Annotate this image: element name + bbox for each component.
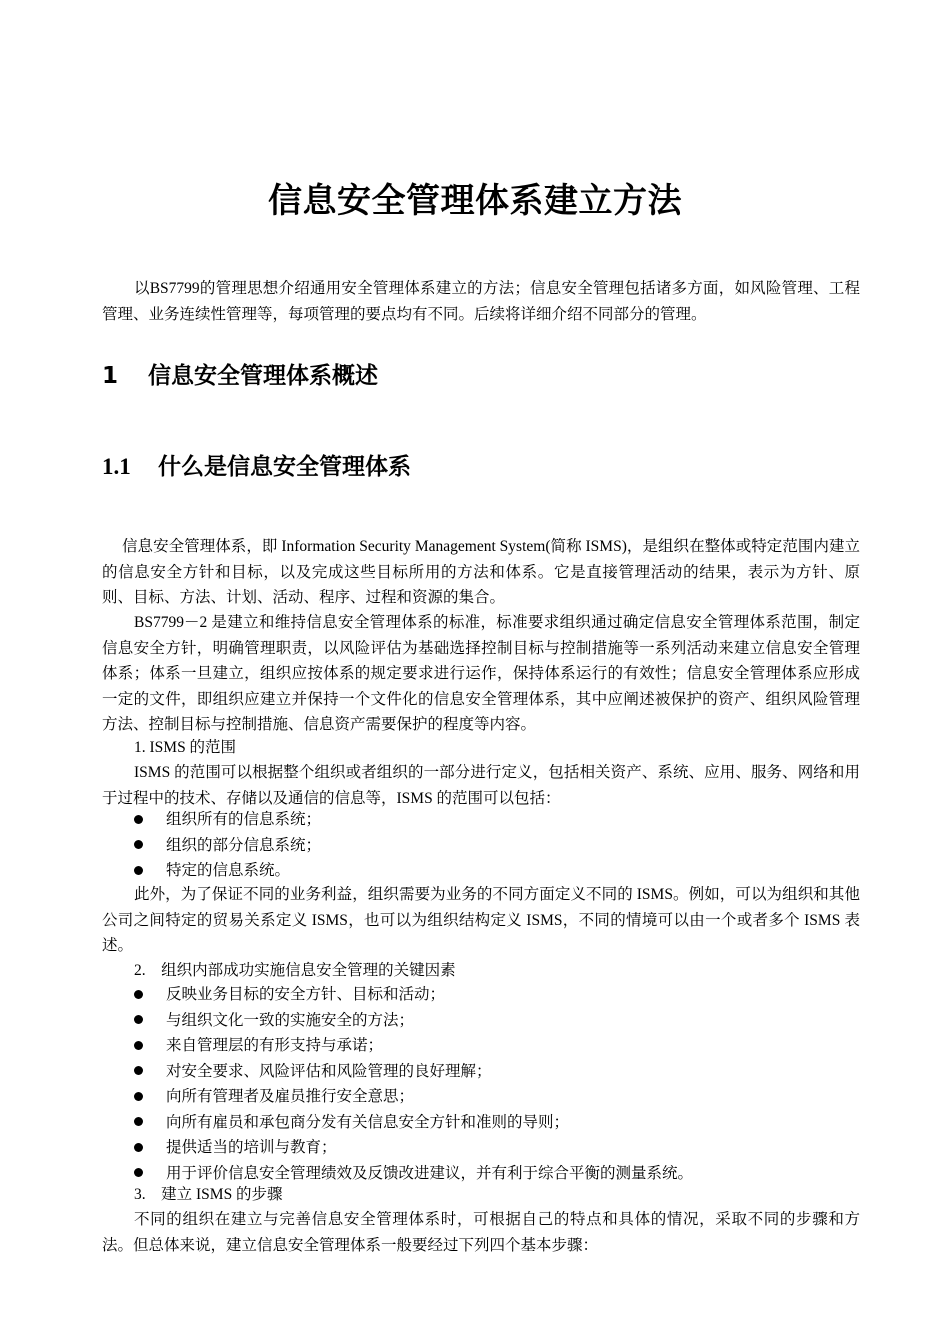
bullet-icon — [134, 1092, 143, 1101]
section-number: 1 — [102, 363, 119, 389]
section-title: 信息安全管理体系概述 — [148, 363, 378, 389]
list-item: 特定的信息系统。 — [134, 858, 321, 884]
bullet-icon — [134, 866, 143, 875]
bullet-icon — [134, 1168, 143, 1177]
paragraph-isms-definition: 信息安全管理体系，即 Information Security Management System(简称 ISMS)，是组织在整体或特定范围内建立的信息安全方针和目标，以及完成这些目标所用的方法和体系。它是直接管理活动的结果，表示为方针、原则、目标、方法、计划、活动、程序、过程和资源的集合。 — [102, 538, 860, 606]
section-heading-1-1 — [102, 448, 411, 481]
bullet-icon — [134, 840, 143, 849]
bullet-icon — [134, 1015, 143, 1024]
bullet-icon — [134, 1117, 143, 1126]
list-item: 向所有管理者及雇员推行安全意思； — [134, 1084, 693, 1110]
scope-bullet-list — [134, 807, 321, 884]
list-item: 组织的部分信息系统； — [134, 833, 321, 859]
paragraph-multiple-isms: 此外，为了保证不同的业务利益，组织需要为业务的不同方面定义不同的 ISMS。例如，可以为组织和其他公司之间特定的贸易关系定义 ISMS，也可以为组织结构定义 ISMS，不同的情境可以由一个或者多个 ISMS 表述。 — [102, 886, 860, 954]
bullet-icon — [134, 815, 143, 824]
section-title: 什么是信息安全管理体系 — [158, 454, 411, 480]
list-item: 用于评价信息安全管理绩效及反馈改进建议，并有利于综合平衡的测量系统。 — [134, 1161, 693, 1187]
bullet-icon — [134, 1041, 143, 1050]
bullet-icon — [134, 990, 143, 999]
bullet-icon — [134, 1143, 143, 1152]
bullet-icon — [134, 1066, 143, 1075]
paragraph-bs7799: BS7799－2 是建立和维持信息安全管理体系的标准，标准要求组织通过确定信息安全管理体系范围，制定信息安全方针，明确管理职责，以风险评估为基础选择控制目标与控制措施等一系列活动来建立信息安全管理体系；体系一旦建立，组织应按体系的规定要求进行运作，保持体系运行的有效性；信息安全管理体系应形成一定的文件，即组织应建立并保持一个文件化的信息安全管理体系，其中应阐述被保护的资产、组织风险管理方法、控制目标与控制措施、信息资产需要保护的程度等内容。 — [102, 614, 860, 733]
item-heading-key-factors: 2. 组织内部成功实施信息安全管理的关键因素 — [134, 962, 456, 979]
intro-paragraph: 以BS7799的管理思想介绍通用安全管理体系建立的方法；信息安全管理包括诸多方面，如风险管理、工程管理、业务连续性管理等，每项管理的要点均有不同。后续将详细介绍不同部分的管理。 — [102, 280, 860, 323]
paragraph-steps: 不同的组织在建立与完善信息安全管理体系时，可根据自己的特点和具体的情况，采取不同的步骤和方法。但总体来说，建立信息安全管理体系一般要经过下列四个基本步骤： — [102, 1211, 860, 1254]
list-item: 对安全要求、风险评估和风险管理的良好理解； — [134, 1059, 693, 1085]
document-title: 信息安全管理体系建立方法 — [268, 180, 682, 221]
section-heading-1 — [102, 357, 378, 390]
list-item: 来自管理层的有形支持与承诺； — [134, 1033, 693, 1059]
item-heading-steps: 3. 建立 ISMS 的步骤 — [134, 1186, 283, 1203]
factor-bullet-list — [134, 982, 693, 1186]
list-item: 组织所有的信息系统； — [134, 807, 321, 833]
list-item: 与组织文化一致的实施安全的方法； — [134, 1008, 693, 1034]
paragraph-scope: ISMS 的范围可以根据整个组织或者组织的一部分进行定义，包括相关资产、系统、应用、服务、网络和用于过程中的技术、存储以及通信的信息等，ISMS 的范围可以包括： — [102, 764, 860, 807]
list-item: 提供适当的培训与教育； — [134, 1135, 693, 1161]
section-number: 1.1 — [102, 454, 131, 479]
item-heading-scope: 1. ISMS 的范围 — [134, 739, 237, 756]
list-item: 反映业务目标的安全方针、目标和活动； — [134, 982, 693, 1008]
list-item: 向所有雇员和承包商分发有关信息安全方针和准则的导则； — [134, 1110, 693, 1136]
